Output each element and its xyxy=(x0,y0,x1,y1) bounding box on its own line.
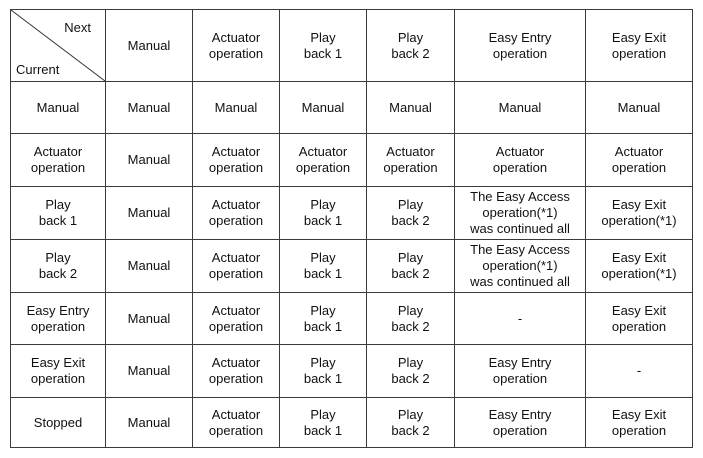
next-label: Next xyxy=(64,20,91,35)
table-row xyxy=(11,240,693,293)
table-cell: Manual xyxy=(106,293,193,345)
row-header: Stopped xyxy=(11,398,106,448)
table-cell: Easy Exit operation xyxy=(586,398,693,448)
table-cell: Manual xyxy=(106,398,193,448)
table-row xyxy=(11,187,693,240)
table-cell: Actuator operation xyxy=(367,134,455,187)
column-header: Play back 2 xyxy=(367,10,455,82)
table-cell: - xyxy=(455,293,586,345)
table-cell: Play back 2 xyxy=(367,293,455,345)
table-cell: Actuator operation xyxy=(193,187,280,240)
table-cell: Manual xyxy=(586,82,693,134)
table-cell: Play back 2 xyxy=(367,398,455,448)
transition-table xyxy=(10,9,693,448)
table-row xyxy=(11,345,693,398)
table-cell: Easy Exit operation xyxy=(586,293,693,345)
column-header: Actuator operation xyxy=(193,10,280,82)
table-cell: Play back 1 xyxy=(280,345,367,398)
header-row xyxy=(11,10,693,82)
row-header: Manual xyxy=(11,82,106,134)
row-header: Play back 1 xyxy=(11,187,106,240)
table-cell: Easy Entry operation xyxy=(455,398,586,448)
table-cell: Play back 1 xyxy=(280,240,367,293)
table-cell: Manual xyxy=(455,82,586,134)
table-cell: Play back 2 xyxy=(367,187,455,240)
table-row xyxy=(11,293,693,345)
table-cell: Actuator operation xyxy=(193,240,280,293)
row-header: Actuator operation xyxy=(11,134,106,187)
column-header: Easy Entry operation xyxy=(455,10,586,82)
table-cell: Easy Exit operation(*1) xyxy=(586,240,693,293)
row-header: Play back 2 xyxy=(11,240,106,293)
table-cell: Actuator operation xyxy=(193,345,280,398)
table-cell: Easy Entry operation xyxy=(455,345,586,398)
table-cell: Manual xyxy=(106,134,193,187)
table-cell: Play back 2 xyxy=(367,240,455,293)
column-header: Play back 1 xyxy=(280,10,367,82)
table-cell: Play back 1 xyxy=(280,398,367,448)
table-cell: Actuator operation xyxy=(193,398,280,448)
row-header: Easy Exit operation xyxy=(11,345,106,398)
table-cell: Play back 1 xyxy=(280,293,367,345)
column-header: Manual xyxy=(106,10,193,82)
table-cell: Manual xyxy=(193,82,280,134)
table-cell: Manual xyxy=(280,82,367,134)
current-label: Current xyxy=(16,62,60,77)
table-row xyxy=(11,398,693,448)
table-row xyxy=(11,82,693,134)
corner-cell xyxy=(11,10,106,82)
table-cell: The Easy Access operation(*1) was continued all xyxy=(455,187,586,240)
row-header: Easy Entry operation xyxy=(11,293,106,345)
table-cell: Actuator operation xyxy=(586,134,693,187)
table-cell: Actuator operation xyxy=(455,134,586,187)
table-cell: Manual xyxy=(106,345,193,398)
table-cell: Actuator operation xyxy=(280,134,367,187)
table-cell: - xyxy=(586,345,693,398)
table-cell: Manual xyxy=(106,82,193,134)
table-cell: Actuator operation xyxy=(193,134,280,187)
table-cell: Play back 2 xyxy=(367,345,455,398)
column-header: Easy Exit operation xyxy=(586,10,693,82)
table-cell: Play back 1 xyxy=(280,187,367,240)
table-cell: Manual xyxy=(106,187,193,240)
table-cell: Actuator operation xyxy=(193,293,280,345)
table-cell: Manual xyxy=(106,240,193,293)
table-row xyxy=(11,134,693,187)
table-cell: Easy Exit operation(*1) xyxy=(586,187,693,240)
table-cell: The Easy Access operation(*1) was continued all xyxy=(455,240,586,293)
table-cell: Manual xyxy=(367,82,455,134)
